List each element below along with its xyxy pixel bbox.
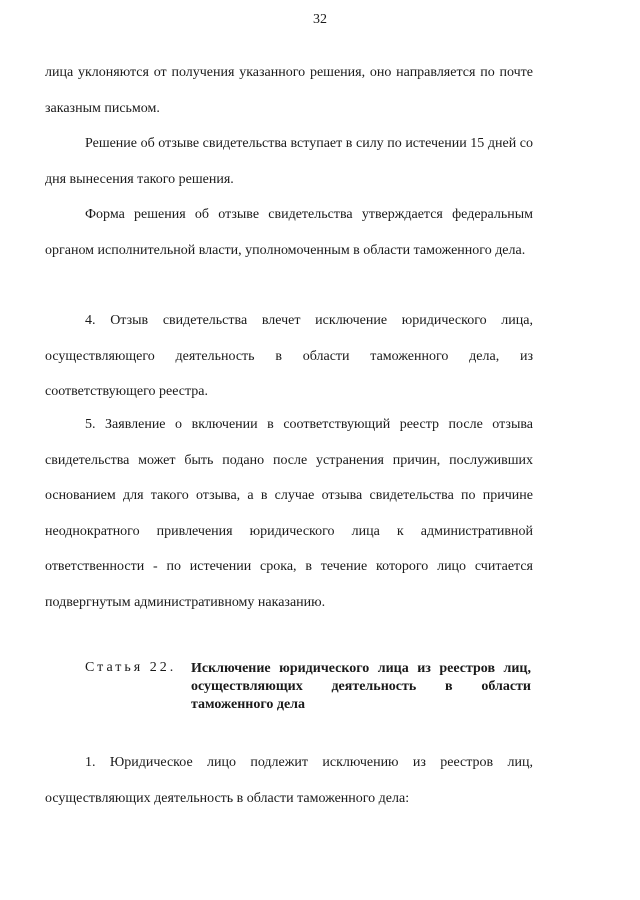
paragraph-item-4: 4. Отзыв свидетельства влечет исключение юридического лица, осуществляющего деятельность в области таможенного дела, из соответствующего реестра. — [45, 313, 533, 399]
paragraph-continuation: лица уклоняются от получения указанного решения, оно направляется по почте заказным письмом. — [45, 65, 533, 116]
article-label: Статья 22. — [85, 660, 177, 675]
paragraph-effective-date: Решение об отзыве свидетельства вступает в силу по истечении 15 дней со дня вынесения такого решения. — [45, 136, 533, 187]
paragraph-form-approval: Форма решения об отзыве свидетельства утверждается федеральным органом исполнительной власти, уполномоченным в области таможенного дела. — [45, 207, 533, 258]
page-number: 32 — [313, 12, 327, 27]
paragraph-item-5: 5. Заявление о включении в соответствующий реестр после отзыва свидетельства может быть подано после устранения причин, послуживших основанием для такого отзыва, а в случае отзыва свидетельства по причине неоднократного привлечения юридического лица к административной ответственности - по истечении срока, в течение которого лицо считается подвергнутым административному наказанию. — [45, 417, 533, 610]
paragraph-item-1: 1. Юридическое лицо подлежит исключению из реестров лиц, осуществляющих деятельность в области таможенного дела: — [45, 755, 533, 806]
article-title: Исключение юридического лица из реестров лиц, осуществляющих деятельность в области таможенного дела — [191, 661, 531, 712]
